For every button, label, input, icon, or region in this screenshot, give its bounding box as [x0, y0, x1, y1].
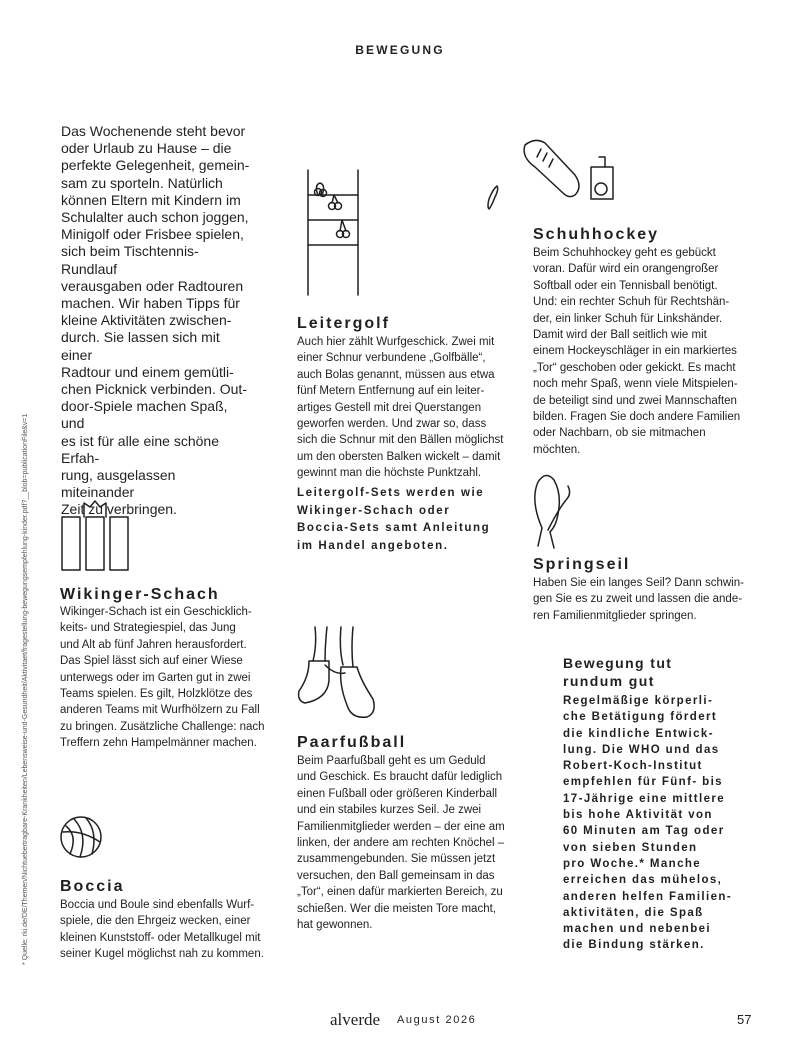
schuhhockey-text: Beim Schuhhockey geht es gebückt voran. Dafür wird ein orangengroßer Softball oder ein Tennisball benötigt. Und: ein rechter Schuh für Rechtshän- der, ein linker Schuh für Linkshänder. Damit wird der Ball seitlich wie mit einem Hockeyschläger in ein markiertes „Tor“ geschoben oder gekickt. Es macht noch mehr Spaß, wenn viele Mitspielen- de beteiligt sind und zwei Mannschaften bilden. Fragen Sie doch andere Familien oder Nachbarn, ob sie mitmachen möchten. [533, 247, 741, 456]
bewegung-title: Bewegung tut rundum gut [563, 655, 673, 689]
issue-date: August 2026 [397, 1014, 477, 1026]
source-note: * Quelle: rki.de/DE/Themen/Nichtuebertragbare-Krankheiten/Lebensweise-und-Gesundheit/Aktivitaet/fragestellung-bewegungsempfehlung-kinder.pdf?__blob=publicationFile&v=1 [22, 413, 29, 965]
schuhhockey-title: Schuhhockey [533, 226, 660, 243]
boccia-title: Boccia [60, 878, 125, 895]
springseil-text: Haben Sie ein langes Seil? Dann schwin- gen Sie es zu zweit und lassen die ande- ren Familienmitglieder springen. [533, 577, 744, 622]
wikinger-title: Wikinger-Schach [60, 586, 220, 603]
viking-chess-icon [60, 497, 132, 572]
ladder-golf-icon [298, 165, 378, 300]
wikinger-text: Wikinger-Schach ist ein Geschicklich- keits- und Strategiespiel, das Jung und Alt ab fünf Jahren herausfordert. Das Spiel lässt sich auf einer Wiese unterwegs oder im Garten gut in zwei Teams spielen. Es gilt, Holzklötze des anderen Teams mit Wurfhölzern zu Fall zu bringen. Zusätzliche Challenge: nach Treffern zehn Hampelmänner machen. [60, 606, 265, 750]
paarfussball-title: Paarfußball [297, 734, 407, 751]
bola-icon [485, 183, 503, 213]
intro-text: Das Wochenende steht bevor oder Urlaub zu Hause – die perfekte Gelegenheit, gemein- sam zu sporteln. Natürlich können Eltern mit Kindern im Schulalter auch schon joggen, Minigolf oder Frisbee spielen, sich beim Tischtennis-Rundlauf verausgaben oder Radtouren machen. Wir haben Tipps für kleine Aktivitäten zwischen- durch. Sie lassen sich mit einer Radtour und einem gemütli- chen Picknick verbinden. Out- door-Spiele machen Spaß, und es ist für alle eine schöne Erfah- rung, ausgelassen miteinander Zeit zu verbringen. [61, 123, 250, 518]
springseil-title: Springseil [533, 556, 631, 573]
pair-football-icon [295, 625, 385, 725]
leitergolf-title: Leitergolf [297, 315, 390, 332]
leitergolf-text: Auch hier zählt Wurfgeschick. Zwei mit einer Schnur verbundene „Golfbälle“, auch Bolas genannt, müssen aus etwa fünf Metern Entfernung auf ein leiter- artiges Gestell mit drei Querstangen geworfen werden. Und zwar so, dass sich die Schnur mit den Bällen möglichst um den obersten Balken wickelt – damit gewinnt man die höchste Punktzahl. [297, 336, 504, 480]
shoe-hockey-icon [515, 135, 615, 215]
magazine-logo: alverde [330, 1010, 381, 1029]
section-title: BEWEGUNG [355, 43, 445, 57]
boccia-text: Boccia und Boule sind ebenfalls Wurf- spiele, die den Ehrgeiz wecken, einer kleinen Kunststoff- oder Metallkugel mit seiner Kugel möglichst nah zu kommen. [60, 899, 264, 961]
boccia-ball-icon [58, 814, 104, 860]
bewegung-text: Regelmäßige körperli- che Betätigung fördert die kindliche Entwick- lung. Die WHO und das Robert-Koch-Institut empfehlen für Fünf- bis 17-Jährige eine mittlere bis hohe Aktivität von 60 Minuten am Tag oder von sieben Stunden pro Woche.* Manche erreichen das mühelos, anderen helfen Familien- aktivitäten, die Spaß machen und nebenbei die Bindung stärken. [563, 695, 733, 952]
jump-rope-icon [528, 470, 578, 550]
page-number: 57 [737, 1012, 752, 1027]
paarfussball-text: Beim Paarfußball geht es um Geduld und Geschick. Es braucht dafür lediglich einen Fußball oder größeren Kinderball und ein stabiles kurzes Seil. Je zwei Familienmitglieder werden – der eine am linken, der andere am rechten Knöchel – zusammengebunden. Sie müssen jetzt versuchen, den Ball gemeinsam in das „Tor“, einen dafür markierten Bereich, zu schießen. Wer die meisten Tore macht, hat gewonnen. [297, 755, 505, 932]
leitergolf-note: Leitergolf-Sets werden wie Wikinger-Schach oder Boccia-Sets samt Anleitung im Handel angeboten. [297, 487, 491, 552]
